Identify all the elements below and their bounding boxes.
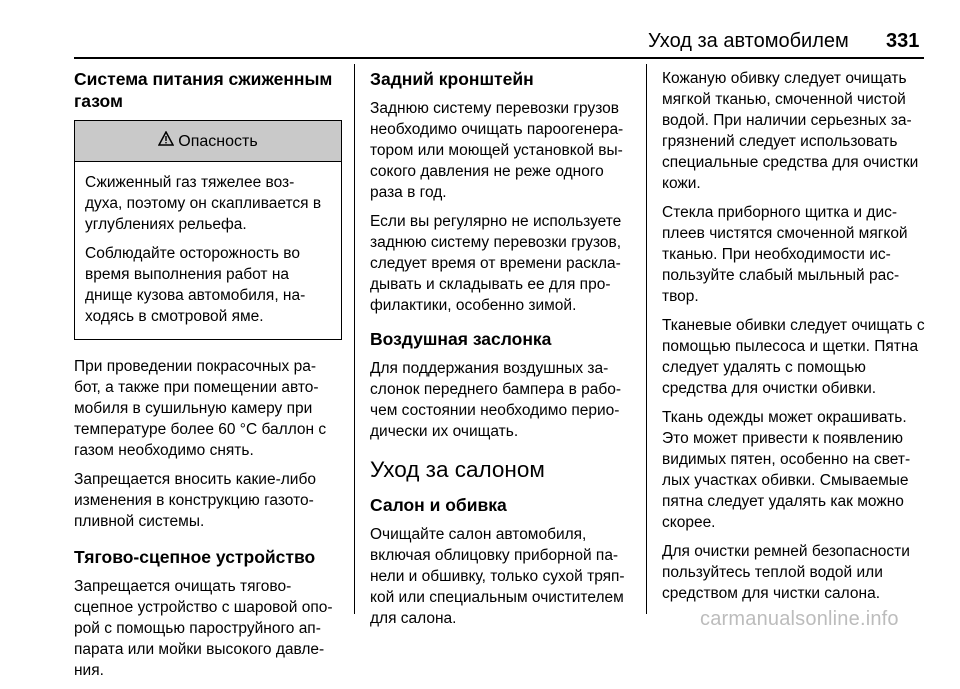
paragraph: При проведении покрасочных ра- бот, а также при помещении авто- мобиля в сушильную камеру при температуре более 60 °C баллон с газом необходимо снять.: [74, 358, 327, 459]
header-rule: [74, 57, 924, 59]
paragraph: Для поддержания воздушных за- слонок переднего бампера в рабо- чем состоянии необходимо перио- дически их очищать.: [370, 360, 622, 440]
heading-rear-carrier: Задний кронштейн: [370, 69, 534, 89]
chapter-title: Уход за автомобилем: [648, 30, 849, 52]
heading-line-2: газом: [74, 91, 123, 111]
paragraph: Стекла приборного щитка и дис- плеев чистятся смоченной мягкой тканью. При необходимости ис- пользуйте слабый мыльный рас- твор.: [662, 204, 908, 305]
heading-air-shutter: Воздушная заслонка: [370, 329, 552, 349]
warning-triangle-icon: [158, 131, 174, 152]
column-1: [74, 68, 342, 689]
warning-paragraph-1: Сжиженный газ тяжелее воз- духа, поэтому он скапливается в углублениях рельефа.: [85, 174, 322, 233]
paragraph: Если вы регулярно не используете заднюю систему перевозки грузов, следует время от времени раскла- дывать и складывать ее для про- филактики, особенно зимой.: [370, 213, 622, 314]
warning-body: [75, 162, 341, 339]
column-3: [662, 68, 926, 612]
warning-paragraph-2: Соблюдайте осторожность во время выполнения работ на днище кузова автомобиля, на- ходясь в смотровой яме.: [85, 245, 306, 325]
heading-interior-upholstery: Салон и обивка: [370, 495, 507, 515]
paragraph: Для очистки ремней безопасности пользуйтесь теплой водой или средством для чистки салона.: [662, 543, 910, 602]
warning-header: [75, 121, 341, 162]
warning-label: Опасность: [178, 132, 258, 150]
paragraph: Запрещается вносить какие-либо изменения в конструкцию газото- пливной системы.: [74, 471, 316, 530]
heading-line-1: Система питания сжиженным: [74, 69, 333, 89]
paragraph: Заднюю систему перевозки грузов необходимо очищать пароогенера- тором или моющей установкой вы- сокого давления не реже одного раза в год.: [370, 100, 624, 201]
column-divider-2: [646, 64, 647, 614]
heading-tow-hitch: Тягово-сцепное устройство: [74, 547, 316, 567]
watermark-text: carmanualsonline.info: [700, 608, 899, 630]
paragraph: Запрещается очищать тягово- сцепное устройство с шаровой опо- рой с помощью пароструйного ап- парата или мойки высокого давле- ния.: [74, 578, 333, 679]
page-header: [0, 28, 960, 54]
page-number: 331: [886, 30, 920, 52]
paragraph: Кожаную обивку следует очищать мягкой тканью, смоченной чистой водой. При наличии серьезных за- грязнений следует использовать специальные средства для очистки кожи.: [662, 70, 919, 192]
column-2: [370, 68, 634, 637]
column-divider-1: [354, 64, 355, 614]
warning-box: [74, 120, 342, 340]
section-title-interior-care: Уход за салоном: [370, 457, 545, 482]
paragraph: Тканевые обивки следует очищать с помощью пылесоса и щетки. Пятна следует удалять с помощью средства для очистки обивки.: [662, 317, 925, 397]
heading-lpg-system: [74, 68, 342, 112]
paragraph: Ткань одежды может окрашивать. Это может привести к появлению видимых пятен, особенно на свет- лых участках обивки. Смываемые пятна следует удалять как можно скорее.: [662, 409, 911, 531]
paragraph: Очищайте салон автомобиля, включая облицовку приборной па- нели и обшивку, только сухой тряп- кой или специальным очистителем для салона.: [370, 526, 625, 627]
